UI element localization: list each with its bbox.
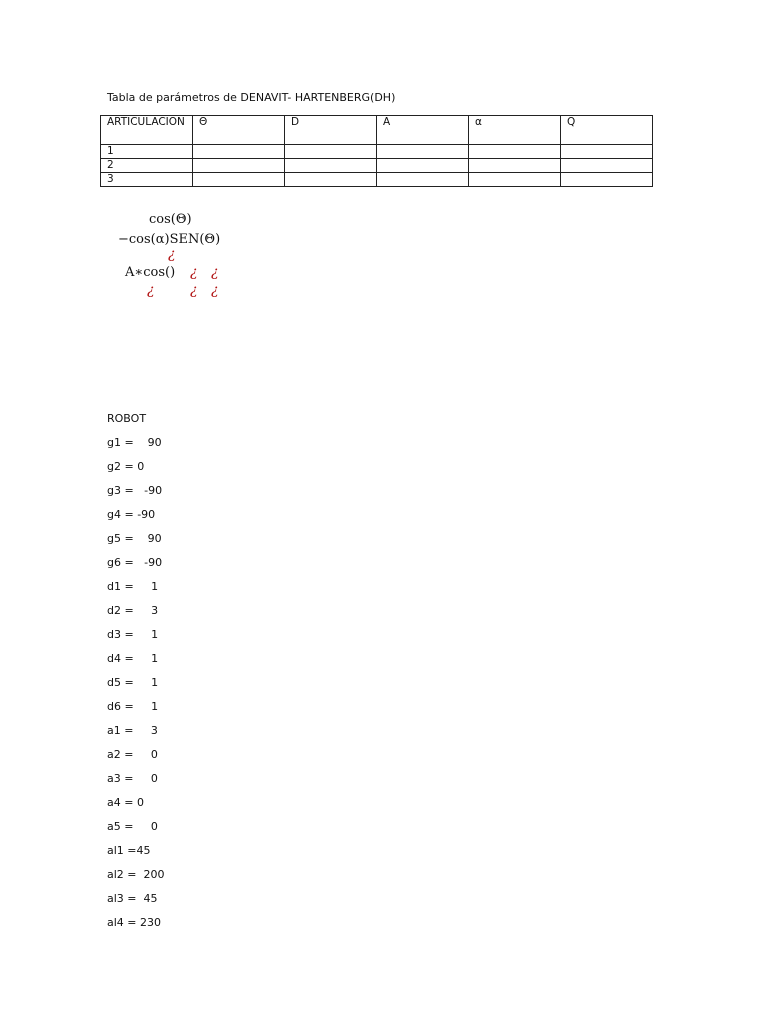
table-cell	[285, 145, 377, 159]
inverted-question-marker: ¿	[190, 264, 198, 280]
table-cell	[561, 159, 653, 173]
inverted-question-marker: ¿	[147, 282, 155, 298]
dh-parameters-table	[100, 115, 653, 187]
table-row	[101, 145, 653, 159]
table-cell	[193, 159, 285, 173]
param-g3: g3 = -90	[107, 484, 163, 497]
header-q: Q	[561, 116, 653, 145]
header-a: A	[377, 116, 469, 145]
table-cell	[285, 173, 377, 187]
inverted-question-marker: ¿	[168, 246, 176, 262]
header-d: D	[285, 116, 377, 145]
param-a5: a5 = 0	[107, 820, 158, 833]
param-d5: d5 = 1	[107, 676, 159, 689]
equation-line-3: A∗cos()	[125, 265, 176, 280]
table-row	[101, 159, 653, 173]
table-cell	[193, 173, 285, 187]
table-cell: 1	[101, 145, 193, 159]
table-row	[101, 173, 653, 187]
table-cell	[285, 159, 377, 173]
table-cell	[469, 173, 561, 187]
table-cell	[561, 173, 653, 187]
robot-heading: ROBOT	[107, 412, 147, 425]
inverted-question-marker: ¿	[190, 282, 198, 298]
equation-line-1: cos(Θ)	[149, 212, 192, 227]
param-a4: a4 = 0	[107, 796, 144, 809]
header-alpha: α	[469, 116, 561, 145]
table-cell	[469, 159, 561, 173]
table-cell	[469, 145, 561, 159]
param-al4: al4 = 230	[107, 916, 162, 929]
table-header-row	[101, 116, 653, 145]
inverted-question-marker: ¿	[211, 282, 219, 298]
equation-line-2: −cos(α)SEN(Θ)	[118, 232, 221, 247]
table-cell: 3	[101, 173, 193, 187]
param-a1: a1 = 3	[107, 724, 158, 737]
table-cell	[193, 145, 285, 159]
param-g2: g2 = 0	[107, 460, 145, 473]
param-al1: al1 =45	[107, 844, 151, 857]
param-al3: al3 = 45	[107, 892, 158, 905]
inverted-question-marker: ¿	[211, 264, 219, 280]
param-a2: a2 = 0	[107, 748, 158, 761]
param-g1: g1 = 90	[107, 436, 162, 449]
param-g6: g6 = -90	[107, 556, 163, 569]
document-title: Tabla de parámetros de DENAVIT- HARTENBERG(DH)	[107, 91, 396, 104]
param-g4: g4 = -90	[107, 508, 156, 521]
param-d1: d1 = 1	[107, 580, 159, 593]
header-articulacion: ARTICULACION	[101, 116, 193, 145]
table-cell	[561, 145, 653, 159]
param-d2: d2 = 3	[107, 604, 159, 617]
header-theta: Θ	[193, 116, 285, 145]
param-al2: al2 = 200	[107, 868, 165, 881]
param-d6: d6 = 1	[107, 700, 159, 713]
param-g5: g5 = 90	[107, 532, 162, 545]
param-d3: d3 = 1	[107, 628, 159, 641]
table-cell: 2	[101, 159, 193, 173]
robot-parameters	[107, 412, 165, 940]
table-cell	[377, 159, 469, 173]
param-d4: d4 = 1	[107, 652, 159, 665]
table-cell	[377, 145, 469, 159]
param-a3: a3 = 0	[107, 772, 158, 785]
table-cell	[377, 173, 469, 187]
